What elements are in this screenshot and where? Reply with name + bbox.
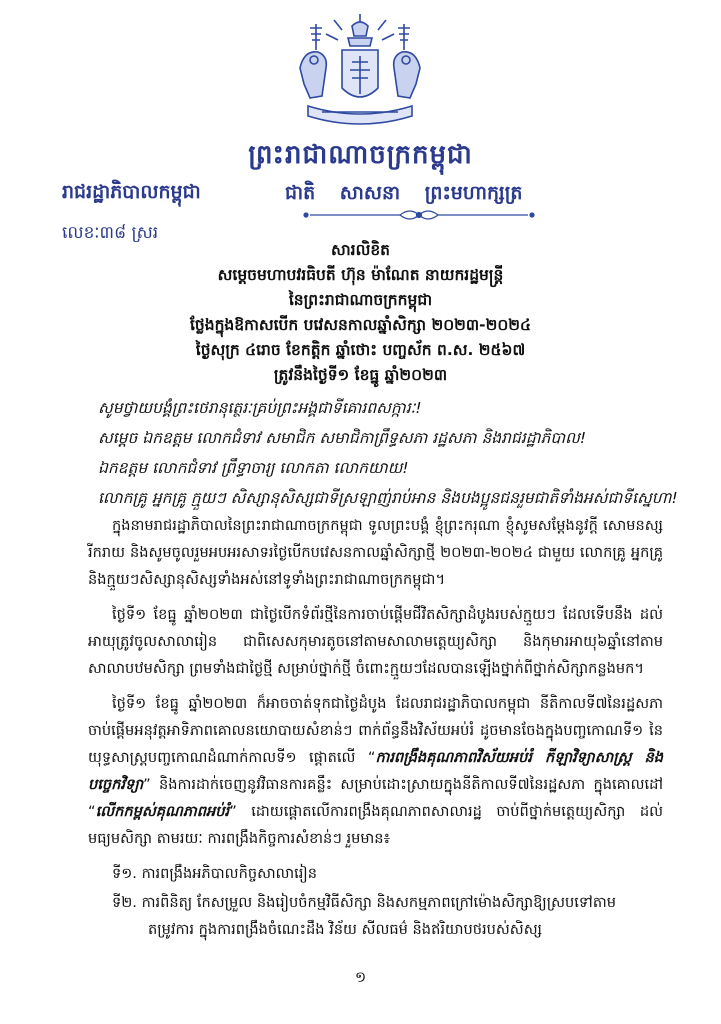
list-item-1: ទី១. ការពង្រឹងអភិបាលកិច្ចសាលារៀន (112, 865, 318, 882)
salutation-line: សម្ដេច ឯកឧត្ដម លោកជំទាវ សមាជិក សមាជិកាព្រឹទ្ធសភា រដ្ឋសភា និងរាជរដ្ឋាភិបាល! (98, 429, 587, 447)
salutation-line: លោកគ្រូ អ្នកគ្រូ ក្មួយៗ សិស្សានុសិស្សជាទីស្រឡាញ់រាប់អាន និងបងប្អូនជនរួមជាតិទាំងអស់ជាទីស្នេហា! (98, 489, 678, 507)
paragraph-2: ថ្ងៃទី១ ខែធ្នូ ឆ្នាំ២០២៣ ជាថ្ងៃបើកទំព័រថ្មីនៃការចាប់ផ្ដើមជីវិតសិក្សាដំបូងរបស់ក្មួយៗ ដែលទើបនឹង ដល់អាយុត្រូវចូលសាលារៀន ជាពិសេសកុមារតូចនៅតាមសាលាមត្តេយ្យសិក្សា និងកុមារអាយុ៦ឆ្នាំនៅតាម សាលាបឋមសិក្សា ព្រមទាំងជាថ្ងៃថ្មី សម្រាប់ថ្នាក់ថ្មី ចំពោះក្មួយៗដែលបានឡើងថ្នាក់ពីថ្នាក់សិក្សាកន្លងមក។ (88, 606, 663, 677)
paragraph-3-text: ថ្ងៃទី១ ខែធ្នូ ឆ្នាំ២០២៣ ក៏អាចចាត់ទុកជាថ្ងៃដំបូង ដែលរាជរដ្ឋាភិបាលកម្ពុជា នីតិកាលទី៧នៃរដ្ឋសភា ចាប់ផ្ដើមអនុវត្តអាទិភាពគោលនយោបាយសំខាន់ៗ ពាក់ព័ន្ធនឹងវិស័យអប់រំ ដូចមានចែងក្នុងបញ្ចកោណទី១ នៃ យុទ្ធសាស្ត្របញ្ចកោណដំណាក់កាលទី១ ផ្ដោតលើ “ (88, 695, 663, 766)
motto-nation: ជាតិ (285, 182, 316, 204)
salutation-line: សូមថ្វាយបង្គំព្រះថេរានុត្ថេរៈគ្រប់ព្រះអង្គជាទីគោរពសក្ការៈ! (98, 399, 422, 417)
speech-heading (0, 238, 721, 388)
paragraph-1: ក្នុងនាមរាជរដ្ឋាភិបាលនៃព្រះរាជាណាចក្រកម្ពុជា ទូលព្រះបង្គំ ខ្ញុំព្រះករុណា ខ្ញុំសូមសម្ដែងនូវក្ដី សោមនស្ស រីករាយ និងសូមចូលរួមអបអរសាទរថ្ងៃបើកបវេសនកាលឆ្នាំសិក្សាថ្មី ២០២៣-២០២៤ ជាមួយ លោកគ្រូ អ្នកគ្រូ និងក្មួយៗសិស្សានុសិស្សទាំងអស់នៅទូទាំងព្រះរាជាណាចក្រកម្ពុជា។ (88, 517, 663, 588)
royal-coat-of-arms-emblem (282, 10, 438, 134)
highlight-raise-quality: លើកកម្ពស់គុណភាពអប់រំ (95, 803, 230, 820)
issuer-block (62, 180, 201, 247)
list-item-2: ទី២. ការពិនិត្យ កែសម្រួល និងរៀបចំកម្មវិធីសិក្សា និងសកម្មភាពក្រៅម៉ោងសិក្សាឱ្យស្របទៅតាម តម្រូវការ ក្នុងការពង្រឹងចំណេះដឹង វិន័យ សីលធម៌ និងឥរិយាបថរបស់សិស្ស (112, 894, 616, 938)
paragraph-3 (88, 690, 663, 852)
motto-religion: សាសនា (339, 182, 401, 204)
reference-number: លេខៈ៣៨ ស្ររ (62, 223, 159, 243)
motto-king: ព្រះមហាក្សត្រ (424, 182, 523, 204)
salutation-line: ឯកឧត្ដម លោកជំទាវ ព្រឹទ្ធាចារ្យ លោកតា លោកយាយ! (98, 459, 409, 477)
heading-solar-date: ត្រូវនឹងថ្ងៃទី១ ខែធ្នូ ឆ្នាំ២០២៣ (273, 366, 448, 384)
heading-speaker: សម្ដេចមហាបវរធិបតី ហ៊ុន ម៉ាណែត នាយករដ្ឋមន្ត្រី (217, 266, 504, 284)
page-number: ១ (354, 968, 367, 986)
salutation-block (98, 393, 713, 513)
heading-lunar-date: ថ្ងៃសុក្រ ៤រោច ខែកត្តិក ឆ្នាំថោះ បញ្ចស័ក ព.ស. ២៥៦៧ (195, 341, 526, 359)
heading-occasion: ថ្លែងក្នុងឱកាសបើក បវេសនកាលឆ្នាំសិក្សា ២០២៣-២០២៤ (190, 316, 531, 334)
heading-title: សារលិខិត (330, 241, 391, 259)
heading-country: នៃព្រះរាជាណាចក្រកម្ពុជា (288, 291, 433, 309)
speech-body (88, 512, 663, 943)
paragraph-3-text: ” និងការដាក់ចេញនូវវិធានការគន្លឹះ សម្រាប់ដោះស្រាយក្នុងនីតិកាលទី៧នៃរដ្ឋសភា ក្នុងគោលដៅ “ (88, 776, 663, 820)
kingdom-title: ព្រះរាជាណាចក្រកម្ពុជា (248, 140, 473, 170)
national-motto (285, 181, 522, 209)
ornament-divider (300, 207, 538, 223)
paragraph-3-text: ” ដោយផ្ដោតលើការពង្រឹងគុណភាពសាលារដ្ឋ ចាប់ពីថ្នាក់មត្តេយ្យសិក្សា ដល់មធ្យមសិក្សា តាមរយៈ ការពង្រឹងកិច្ចការសំខាន់ៗ រួមមាន៖ (88, 803, 663, 847)
highlight-education-quality: ការពង្រឹងគុណភាពវិស័យអប់រំ កីឡាវិទ្យាសាស្ត្រ និងបច្ចេកវិទ្យា (88, 749, 663, 793)
government-label: រាជរដ្ឋាភិបាលកម្ពុជា (62, 181, 201, 203)
